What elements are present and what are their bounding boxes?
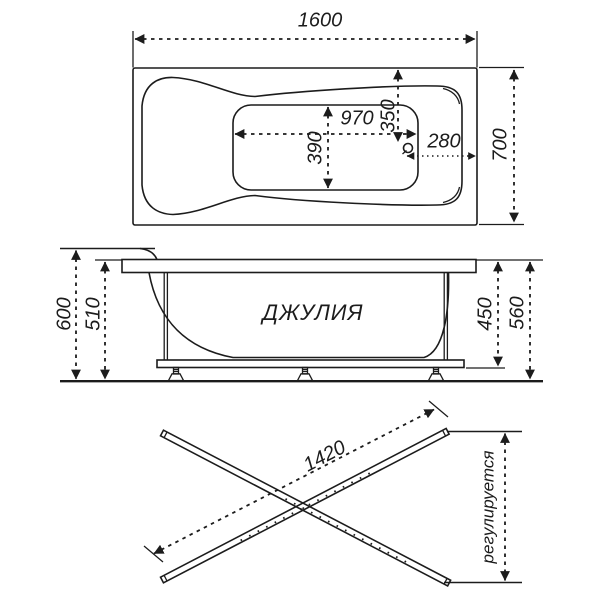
foot: [169, 368, 184, 381]
frame-view: [144, 401, 522, 586]
dim-line-rail-length: [154, 410, 434, 554]
rim-deck: [122, 260, 476, 273]
foot: [429, 368, 444, 381]
adjustable-feet: [169, 368, 444, 381]
dim-basin-length-label: 970: [340, 107, 374, 130]
dim-length-label: 1600: [297, 9, 343, 32]
brand-label: ДЖУЛИЯ: [262, 299, 364, 325]
foot: [298, 368, 313, 381]
dim-inner-height-label: 450: [474, 297, 497, 331]
dim-basin-width-label: 390: [304, 131, 327, 165]
base-frame: [157, 360, 464, 368]
side-view: [53, 249, 543, 382]
dim-rail-length-label: 1420: [299, 436, 350, 477]
dim-width-label: 700: [489, 128, 512, 162]
dim-drain-right-label: 280: [427, 130, 461, 153]
dim-overall-height-label: 600: [53, 297, 76, 331]
top-view: [133, 9, 524, 225]
dim-deck-height-label: 560: [506, 296, 529, 330]
tub-inner-contour: [142, 77, 462, 214]
dim-rim-height-label: 510: [82, 297, 105, 331]
dim-drain-top-label: 350: [377, 99, 400, 133]
adjustable-label: регулируется: [478, 450, 498, 564]
